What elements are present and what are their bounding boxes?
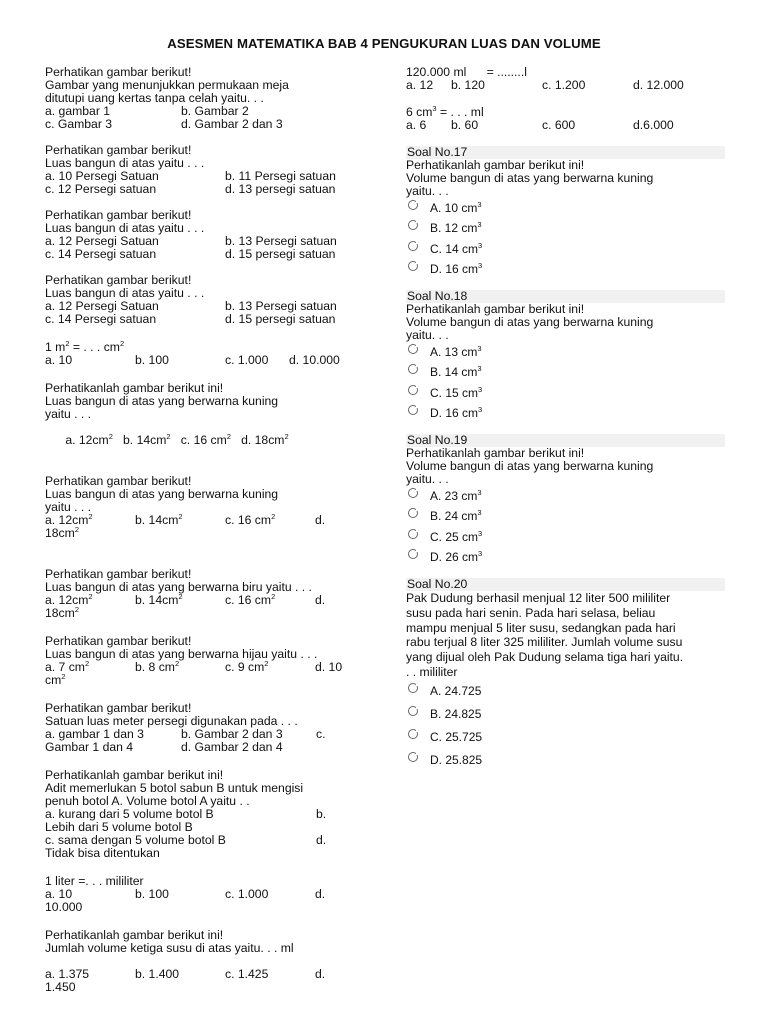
question-text: yaitu . . . xyxy=(45,407,92,421)
option-b[interactable]: b. xyxy=(316,807,327,821)
question-20 xyxy=(406,578,726,772)
option-d-value: $18cm^2$ xyxy=(45,524,79,540)
radio-button[interactable] xyxy=(408,683,418,693)
option-d[interactable]: d. xyxy=(316,833,327,847)
radio-button[interactable] xyxy=(408,344,418,354)
question-text: yang dijual oleh Pak Dudung selama tiga hari yaitu. xyxy=(406,650,684,665)
question-text: Perhatikanlah gambar berikut ini! xyxy=(45,928,224,942)
option-c[interactable]: c. 1.200 xyxy=(542,78,586,92)
option-b[interactable]: b. Gambar 2 xyxy=(181,104,249,118)
question-text: Adit memerlukan 5 botol sabun B untuk mengisi xyxy=(45,781,304,795)
option-b[interactable]: b. 13 Persegi satuan xyxy=(225,234,337,248)
option-a[interactable]: a. gambar 1 xyxy=(45,104,111,118)
radio-button[interactable] xyxy=(408,729,418,739)
radio-button[interactable] xyxy=(408,200,418,210)
question-text: Perhatikan gambar berikut! xyxy=(45,208,192,222)
option-d[interactable]: d. 12.000 xyxy=(633,78,684,92)
option-c[interactable]: c. 9 $cm^2$ xyxy=(225,658,269,674)
question-text: yaitu. . . xyxy=(406,328,449,342)
question-8 xyxy=(45,568,365,620)
option-b[interactable]: b. 11 Persegi satuan xyxy=(225,169,336,183)
question-text: Gambar yang menunjukkan permukaan meja xyxy=(45,78,289,92)
option-d[interactable]: D. 25.825 xyxy=(408,749,726,772)
left-column xyxy=(45,66,365,994)
question-15 xyxy=(406,103,726,132)
option-a[interactable]: a. $12cm^2$ xyxy=(45,511,93,527)
option-d[interactable]: d. Gambar 2 dan 3 xyxy=(181,117,283,131)
question-text: penuh botol A. Volume botol A yaitu . . xyxy=(45,794,250,808)
option-b[interactable]: b. 120 xyxy=(451,78,485,92)
question-text: 1 $m^2$ = . . . $cm^2$ xyxy=(45,338,125,354)
question-text: Perhatikan gambar berikut! xyxy=(45,273,192,287)
option-c[interactable]: C. 14 $cm^3$ xyxy=(408,239,726,260)
option-b[interactable]: b. 1.400 xyxy=(135,967,180,981)
option-a[interactable]: a. 1.375 xyxy=(45,967,90,981)
option-d-value: 10.000 xyxy=(45,900,83,914)
question-text: Luas bangun di atas yang berwarna kuning xyxy=(45,394,279,408)
question-text: Luas bangun di atas yang berwarna biru yaitu . . . xyxy=(45,580,312,594)
question-text: Perhatikan gambar berikut! xyxy=(45,65,192,79)
option-c[interactable]: C. 25 $cm^3$ xyxy=(408,527,726,548)
option-b[interactable]: b. Gambar 2 dan 3 xyxy=(181,727,283,741)
option-c[interactable]: c. 600 xyxy=(542,118,576,132)
option-a[interactable]: a. $12cm^2$ xyxy=(65,431,113,447)
question-text: yaitu. . . xyxy=(406,472,449,486)
option-b[interactable]: B. 24 $cm^3$ xyxy=(408,507,726,528)
question-4 xyxy=(45,274,365,326)
radio-button[interactable] xyxy=(408,405,418,415)
option-c[interactable]: c. Gambar 3 xyxy=(45,117,113,131)
option-d-value: $cm^2$ xyxy=(45,671,66,687)
question-text: 120.000 ml = ........l xyxy=(406,65,527,79)
question-text: Pak Dudung berhasil menjual 12 liter 500 mililiter xyxy=(406,591,671,605)
question-2 xyxy=(45,144,365,196)
question-text: Volume bangun di atas yang berwarna kuning xyxy=(406,459,654,473)
option-c[interactable]: c. 16 $cm^2$ xyxy=(225,511,276,527)
option-c[interactable]: C. 15 $cm^3$ xyxy=(408,383,726,404)
option-b[interactable]: b. 13 Persegi satuan xyxy=(225,299,337,313)
radio-button[interactable] xyxy=(408,364,418,374)
option-d[interactable]: D. 16 $cm^3$ xyxy=(408,404,726,425)
option-a[interactable]: A. 23 $cm^3$ xyxy=(408,486,726,507)
radio-button[interactable] xyxy=(408,706,418,716)
question-number: Soal No.18 xyxy=(406,290,725,303)
option-a[interactable]: A. 13 $cm^3$ xyxy=(408,342,726,363)
radio-button[interactable] xyxy=(408,508,418,518)
question-text: Perhatikanlah gambar berikut ini! xyxy=(406,446,585,460)
option-d[interactable]: d. 15 persegi satuan xyxy=(225,312,336,326)
option-d[interactable]: D. 26 $cm^3$ xyxy=(408,548,726,569)
question-text: yaitu . . . xyxy=(45,500,92,514)
option-a[interactable]: a. 10 Persegi Satuan xyxy=(45,169,159,183)
option-d-value: Tidak bisa ditentukan xyxy=(45,846,160,860)
question-text: Perhatikanlah gambar berikut ini! xyxy=(406,302,585,316)
question-text: Luas bangun di atas yaitu . . . xyxy=(45,286,205,300)
question-text: Luas bangun di atas yang berwarna kuning xyxy=(45,487,279,501)
question-5 xyxy=(45,338,365,367)
option-c-value: Gambar 1 dan 4 xyxy=(45,740,134,754)
option-c[interactable]: c. 14 Persegi satuan xyxy=(45,312,157,326)
option-a[interactable]: a. gambar 1 dan 3 xyxy=(45,727,144,741)
option-a[interactable]: a. 10 xyxy=(45,353,73,367)
option-c[interactable]: c. 16 $cm^2$ xyxy=(170,431,231,447)
option-d[interactable]: D. 16 $cm^3$ xyxy=(408,260,726,281)
option-d[interactable]: d. xyxy=(315,513,326,527)
radio-button[interactable] xyxy=(408,488,418,498)
question-6 xyxy=(45,382,365,460)
question-11 xyxy=(45,769,365,860)
question-text: Perhatikan gambar berikut! xyxy=(45,143,192,157)
option-c[interactable]: c. 1.000 xyxy=(225,353,269,367)
question-text: ditutupi uang kertas tanpa celah yaitu. . . xyxy=(45,91,264,105)
option-c[interactable]: c. 1.000 xyxy=(225,887,269,901)
question-text: susu pada hari senin. Pada hari selasa, beliau xyxy=(406,605,656,620)
option-c[interactable]: c. sama dengan 5 volume botol B xyxy=(45,833,226,847)
question-text: Volume bangun di atas yang berwarna kuning xyxy=(406,315,654,329)
radio-button[interactable] xyxy=(408,549,418,559)
question-number: Soal No.17 xyxy=(406,146,725,159)
option-a[interactable]: a. 12 Persegi Satuan xyxy=(45,299,159,313)
option-c[interactable]: c. 16 $cm^2$ xyxy=(225,591,276,607)
right-column xyxy=(406,66,726,772)
question-text: Jumlah volume ketiga susu di atas yaitu. . . ml xyxy=(45,941,294,955)
question-text: Perhatikanlah gambar berikut ini! xyxy=(45,381,224,395)
option-d[interactable]: d. xyxy=(315,967,326,981)
page-title: ASESMEN MATEMATIKA BAB 4 PENGUKURAN LUAS DAN VOLUME xyxy=(167,36,601,51)
question-text: Luas bangun di atas yaitu . . . xyxy=(45,156,205,170)
option-b[interactable]: b. $14cm^2$ xyxy=(135,511,183,527)
question-text: Satuan luas meter persegi digunakan pada . . . xyxy=(45,714,298,728)
option-c[interactable]: C. 25.725 xyxy=(408,726,726,749)
option-b[interactable]: B. 14 $cm^3$ xyxy=(408,363,726,384)
option-b[interactable]: b. 60 xyxy=(451,118,479,132)
question-text: Luas bangun di atas yang berwarna hijau yaitu . . . xyxy=(45,647,318,661)
option-d[interactable]: d. xyxy=(315,593,326,607)
option-b[interactable]: b. 8 $cm^2$ xyxy=(135,658,180,674)
option-b[interactable]: b. $14cm^2$ xyxy=(112,431,171,447)
option-b[interactable]: b. 100 xyxy=(135,353,169,367)
question-text: Perhatikanlah gambar berikut ini! xyxy=(45,768,224,782)
question-10 xyxy=(45,702,365,754)
question-13 xyxy=(45,929,365,994)
option-a[interactable]: A. 10 $cm^3$ xyxy=(408,198,726,219)
question-number: Soal No.20 xyxy=(406,578,725,591)
option-d[interactable]: d. $18cm^2$ xyxy=(230,431,289,447)
question-text: Perhatikan gambar berikut! xyxy=(45,474,192,488)
option-a[interactable]: a. 7 $cm^2$ xyxy=(45,658,90,674)
option-d[interactable]: d. Gambar 2 dan 4 xyxy=(181,740,283,754)
option-a[interactable]: a. 12 Persegi Satuan xyxy=(45,234,159,248)
question-text: Volume bangun di atas yang berwarna kuning xyxy=(406,171,654,185)
option-a[interactable]: a. $12cm^2$ xyxy=(45,591,93,607)
question-7 xyxy=(45,475,365,540)
radio-button[interactable] xyxy=(408,241,418,251)
option-c[interactable]: c. xyxy=(316,727,326,741)
radio-button[interactable] xyxy=(408,752,418,762)
option-d[interactable]: d. 13 persegi satuan xyxy=(225,182,336,196)
radio-button[interactable] xyxy=(408,220,418,230)
question-9 xyxy=(45,635,365,687)
question-text: 6 $cm^3$ = . . . ml xyxy=(406,103,484,119)
question-text: Perhatikan gambar berikut! xyxy=(45,634,192,648)
option-a[interactable]: a. 12 xyxy=(406,78,434,92)
option-d-value: 1.450 xyxy=(45,980,76,994)
option-a[interactable]: a. 10 xyxy=(45,887,73,901)
option-d[interactable]: d. 15 persegi satuan xyxy=(225,247,336,261)
option-b[interactable]: b. 100 xyxy=(135,887,169,901)
question-1 xyxy=(45,66,365,131)
question-14 xyxy=(406,66,726,92)
option-b[interactable]: B. 24.825 xyxy=(408,703,726,726)
option-b[interactable]: b. $14cm^2$ xyxy=(135,591,183,607)
radio-button[interactable] xyxy=(408,529,418,539)
question-text: . . mililiter xyxy=(406,664,458,679)
option-d[interactable]: d. 10 xyxy=(315,660,343,674)
question-text: rabu terjual 8 liter 325 mililiter. Jumlah volume susu xyxy=(406,635,683,650)
question-12 xyxy=(45,875,365,914)
option-a[interactable]: a. kurang dari 5 volume botol B xyxy=(45,807,214,821)
question-text: Perhatikanlah gambar berikut ini! xyxy=(406,158,585,172)
question-text: Luas bangun di atas yaitu . . . xyxy=(45,221,205,235)
option-d[interactable]: d. 10.000 xyxy=(289,353,340,367)
option-d[interactable]: d.6.000 xyxy=(633,118,674,132)
question-18 xyxy=(406,290,726,424)
option-c[interactable]: c. 12 Persegi satuan xyxy=(45,182,157,196)
question-number: Soal No.19 xyxy=(406,434,725,447)
question-text: yaitu. . . xyxy=(406,184,449,198)
option-c[interactable]: c. 14 Persegi satuan xyxy=(45,247,157,261)
question-19 xyxy=(406,434,726,568)
option-c[interactable]: c. 1.425 xyxy=(225,967,269,981)
option-b-value: Lebih dari 5 volume botol B xyxy=(45,820,193,834)
option-d[interactable]: d. xyxy=(315,887,326,901)
question-text: 1 liter =. . . mililiter xyxy=(45,874,144,888)
question-17 xyxy=(406,146,726,280)
radio-button[interactable] xyxy=(408,261,418,271)
option-a[interactable]: a. 6 xyxy=(406,118,427,132)
question-text: Perhatikan gambar berikut! xyxy=(45,567,192,581)
question-text: mampu menjual 5 liter susu, sedangkan pada hari xyxy=(406,620,676,635)
question-text: Perhatikan gambar berikut! xyxy=(45,701,192,715)
option-b[interactable]: B. 12 $cm^3$ xyxy=(408,219,726,240)
radio-button[interactable] xyxy=(408,385,418,395)
option-d-value: $18cm^2$ xyxy=(45,604,79,620)
option-a[interactable]: A. 24.725 xyxy=(408,680,726,703)
question-3 xyxy=(45,209,365,261)
